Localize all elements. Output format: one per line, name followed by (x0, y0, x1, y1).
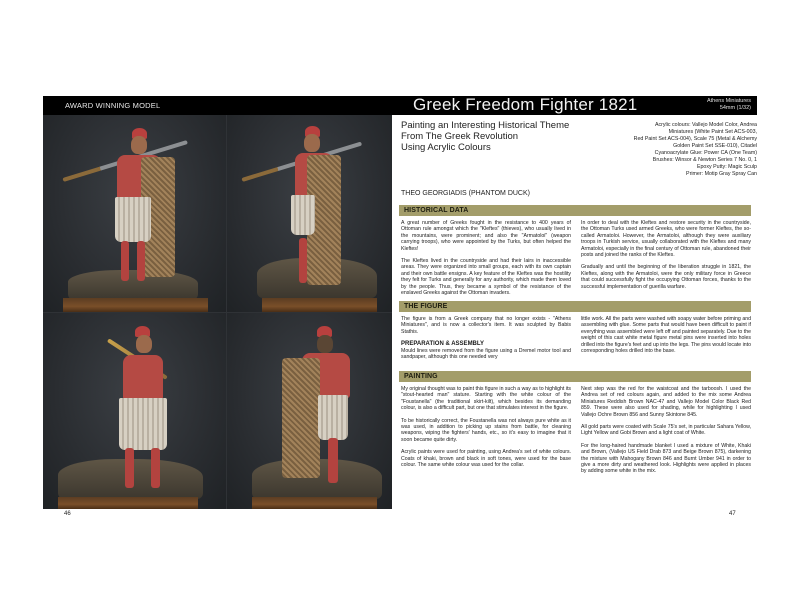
spec-line: Golden Paint Set SSE-010), Citadel (673, 143, 757, 149)
author-byline: THEO GEORGIADIS (PHANTOM DUCK) (401, 190, 530, 197)
paragraph: Mould lines were removed from the figure using a Dremel motor tool and sandpaper, although this one needed very (401, 347, 571, 361)
figure-illustration (103, 123, 183, 293)
figure-scale: 54mm (1/32) (719, 105, 751, 111)
paragraph: Acrylic paints were used for painting, using Andrea's set of white colours. Coats of khaki, brown and black in soft tones, were used for the base colour. The same white colour was used for the collar. (401, 449, 571, 469)
section-bar-historical (399, 205, 751, 216)
spec-line: Epoxy Putty: Magic Sculp (696, 164, 757, 170)
spec-line: Cyanoacrylate Glue: Power CA (One Team) (654, 150, 757, 156)
paragraph: Next step was the red for the waistcoat and the tarboosh. I used the Andrea set of red colours again, and added to the mix some Andrea Miniatures Reddish Brown NAC-47 and Vallejo Model Color Black Red 859. These were also used for shading, while for highlighting I used Vallejo Ochre Brown 856 and Sunny Skintone 845. (581, 386, 751, 418)
spec-line: Miniatures (White Paint Set ACS-003, (668, 129, 757, 135)
figure-column-left (401, 316, 571, 366)
photo-front (43, 115, 226, 312)
figure-illustration (277, 123, 357, 298)
title-bar (396, 96, 757, 115)
paragraph: To be historically correct, the Foustanella was not always pure white as it was used, in addition to picking up stains from battle, for cleaning weapons, wiping the fighters' hands, etc., so it's easy to imagine that it soon became quite dirty. (401, 417, 571, 443)
materials-list (572, 122, 757, 178)
subtitle-line: From The Greek Revolution (401, 131, 519, 142)
figure-illustration (113, 323, 183, 493)
manufacturer-name: Athens Miniatures (706, 98, 751, 104)
section-bar-figure (399, 301, 751, 312)
historical-column-right (581, 220, 751, 296)
photo-grid (43, 115, 392, 509)
photo-three-quarter (227, 115, 392, 312)
painting-column-right (581, 386, 751, 481)
painting-column-left (401, 386, 571, 474)
section-label: AWARD WINNING MODEL (65, 101, 161, 110)
spec-line: Red Paint Set ACS-004), Scale 75 (Metal & Alchemy (633, 136, 757, 142)
spec-line: Acrylic colours: Vallejo Model Color, Andrea (654, 122, 757, 128)
paragraph: In order to deal with the Kleftes and restore security in the countryside, the Ottoman Turks used armed Greeks, who were former Kleftes, the so-called Armatoloi. However, the Armatoloi, although they were auxiliary troops in Turkish service, usually collaborated with the Kleftes and many Armatoloi, especially in the final century of Ottoman rule, abandoned their posts and joined the ranks of the Kleftes. (581, 220, 751, 259)
historical-column-left (401, 220, 571, 302)
paragraph: My original thought was to paint this figure in such a way as to highlight its "stout-hearted man" stature. Starting with the white colour of the "Foustanella" (the traditional skirt-kilt), which besides its demanding colour, is also a difficult part, but one that stimulates interest in the figure. (401, 386, 571, 412)
sub-heading: PREPARATION & ASSEMBLY (401, 341, 485, 348)
paragraph: A great number of Greeks fought in the resistance to 400 years of Ottoman rule amongst which the "Kleftes" (thieves), who usually lived in the mountains, were prominent; and also the "Armatoloi" (weapon carrying troops), who were appointed by the Turks, but often helped the Kleftes! (401, 220, 571, 252)
photo-side (43, 313, 226, 509)
photo-rear (227, 313, 392, 509)
section-heading: THE FIGURE (404, 303, 448, 310)
paragraph: All gold parts were coated with Scale 75's set, in particular Sahara Yellow, Light Yellow and Gobi Brown and a light coat of White. (581, 424, 751, 437)
article-subtitle (401, 120, 581, 153)
subtitle-line: Using Acrylic Colours (401, 142, 491, 153)
figure-illustration (272, 323, 362, 493)
subtitle-line: Painting an Interesting Historical Theme (401, 120, 570, 131)
paragraph: Gradually and until the beginning of the liberation struggle in 1821, the Kleftes, along with the Armatoloi, were the only military force in Greece that could successfully fight the occupying Ottoman forces, thanks to the successful implementation of guerilla warfare. (581, 264, 751, 290)
spec-line: Brushes: Winsor & Newton Series 7 No. 0, 1 (652, 157, 757, 163)
page-number-left: 46 (64, 511, 71, 517)
article-title: Greek Freedom Fighter 1821 (413, 95, 638, 114)
right-page (401, 115, 757, 515)
page-number-right: 47 (729, 511, 736, 517)
paragraph: The figure is from a Greek company that no longer exists - "Athens Miniatures", and is now a collector's item. It was sculpted by Babis Stathis. (401, 316, 571, 335)
paragraph: The Kleftes lived in the countryside and had their lairs in inaccessible areas. They were organized into small groups, each with its own captain and their own battle ensigns. A key feature of the Kleftes was the hostility they felt for Turks and generally for any authority, which made them loved by the people. Thus, they became a symbol of the resistance of the enslaved Greeks against the Ottoman invaders. (401, 258, 571, 297)
paragraph: For the long-haired handmade blanket I used a mixture of White, Khaki and Brown, (Vallejo US Field Drab 873 and Beige Brown 875), darkening the mixture with Mahogany Brown 846 and Burnt Umber 941 in order to give a more dirty and weathered look. Highlights were applied in places by adding some white in the mix. (581, 442, 751, 475)
magazine-spread (43, 96, 757, 528)
figure-column-right (581, 316, 751, 360)
spec-line: Primer: Motip Gray Spray Can (686, 171, 757, 177)
manufacturer-info (707, 98, 751, 112)
section-bar-painting (399, 371, 751, 382)
section-heading: PAINTING (404, 373, 438, 380)
paragraph: little work. All the parts were washed with soapy water before priming and assembling with glue. Some parts that would have been difficult to paint if everything was assembled were left off and painted separately. Due to the weight of this cast white metal figure metal pins were inserted into holes drilled into the figure's feet and up into the legs. The pins would locate into corresponding holes drilled into the base. (581, 316, 751, 355)
section-heading: HISTORICAL DATA (404, 207, 469, 214)
